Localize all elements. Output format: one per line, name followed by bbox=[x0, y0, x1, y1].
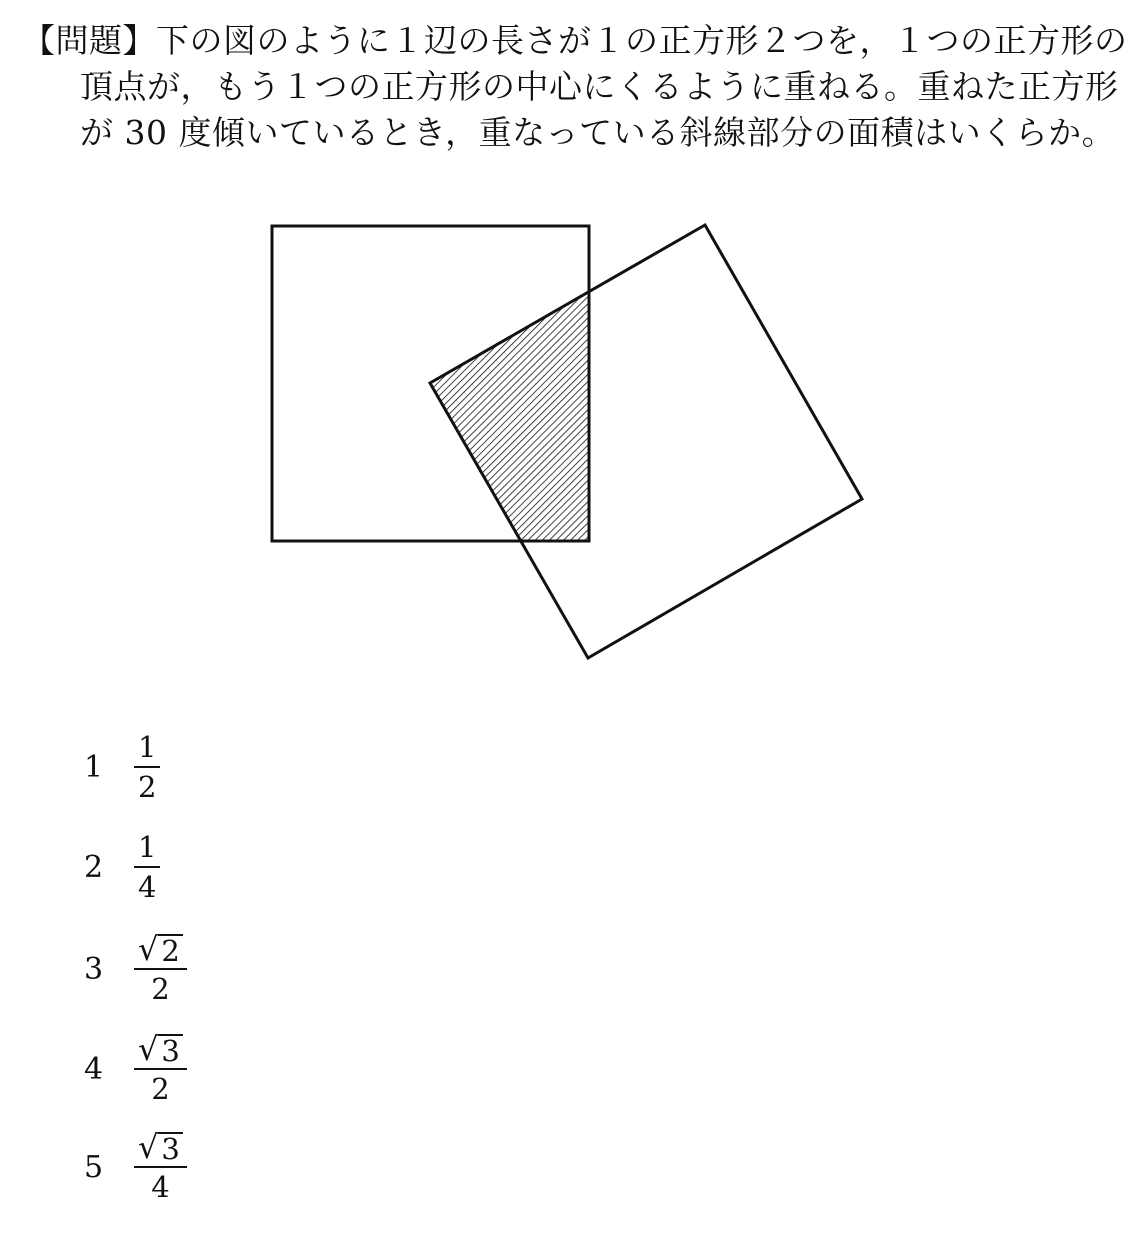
choice-number: 2 bbox=[84, 849, 104, 885]
fraction bbox=[134, 1032, 187, 1106]
denominator: 2 bbox=[138, 770, 157, 804]
denominator: 4 bbox=[138, 870, 157, 904]
denominator: 2 bbox=[151, 1072, 170, 1106]
choice-2[interactable] bbox=[84, 822, 160, 912]
problem-line-3: が 30 度傾いているとき，重なっている斜線部分の面積はいくらか。 bbox=[80, 113, 1116, 152]
numerator: 1 bbox=[138, 730, 157, 764]
sqrt-sign-icon: √ bbox=[138, 930, 159, 968]
fraction bbox=[134, 730, 160, 804]
choice-number: 5 bbox=[84, 1149, 104, 1185]
choice-number: 3 bbox=[84, 951, 104, 987]
sqrt bbox=[138, 1032, 183, 1066]
denominator: 4 bbox=[151, 1170, 170, 1204]
radicand: 2 bbox=[158, 934, 182, 966]
sqrt-sign-icon: √ bbox=[138, 1030, 159, 1068]
sqrt-sign-icon: √ bbox=[138, 1128, 159, 1166]
sqrt bbox=[138, 932, 183, 966]
choice-number: 1 bbox=[84, 749, 104, 785]
radicand: 3 bbox=[158, 1132, 182, 1164]
radicand: 3 bbox=[158, 1034, 182, 1066]
choice-1[interactable] bbox=[84, 722, 160, 812]
sqrt bbox=[138, 1130, 183, 1164]
problem-line-2: 頂点が，もう１つの正方形の中心にくるように重ねる。重ねた正方形 bbox=[80, 67, 1119, 106]
choice-4[interactable] bbox=[84, 1024, 187, 1114]
numerator-sqrt bbox=[134, 1130, 187, 1166]
denominator: 2 bbox=[151, 972, 170, 1006]
choice-5[interactable] bbox=[84, 1122, 187, 1212]
shaded-overlap-region bbox=[430, 291, 589, 541]
fraction bbox=[134, 830, 160, 904]
problem-text-1: 下の図のように１辺の長さが１の正方形２つを，１つの正方形の bbox=[156, 21, 1128, 60]
numerator-sqrt bbox=[134, 1032, 187, 1068]
fraction bbox=[134, 1130, 187, 1204]
choice-3[interactable] bbox=[84, 924, 187, 1014]
fraction bbox=[134, 932, 187, 1006]
numerator-sqrt bbox=[134, 932, 187, 968]
numerator: 1 bbox=[138, 830, 157, 864]
choice-number: 4 bbox=[84, 1051, 104, 1087]
problem-tag: 【問題】 bbox=[22, 21, 156, 60]
